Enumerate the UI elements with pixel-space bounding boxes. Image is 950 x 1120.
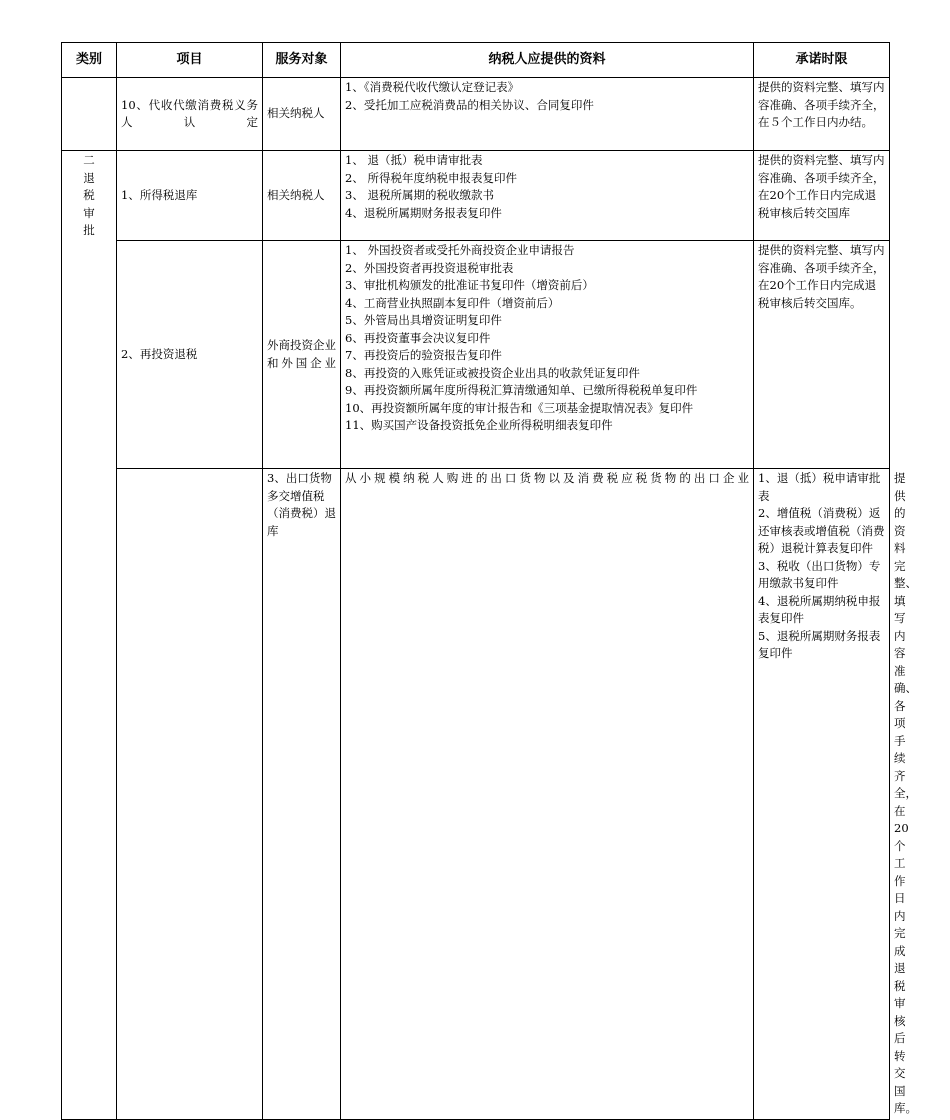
material-item: 3、税收（出口货物）专用缴款书复印件 [758, 558, 881, 590]
material-item: 2、外国投资者再投资退税审批表 [345, 260, 514, 275]
table-row: 3、出口货物多交增值税（消费税）退库 从小规模纳税人购进的出口货物以及消费税应税货物的出口企业 1、退（抵）税申请审批表 2、增值税（消费税）返还审核表或增值税（消费税）退税计算表复印件 3、税收（出口货物）专用缴款书复印件 4、退税所属期纳税申报表复印件 5、退税所属期财务报表复印件 提供的资料完整、填写内容准确、各项手续齐全，在20个工作日内完成退税审核后转交国库。 [62, 469, 890, 1120]
header-item: 项目 [117, 43, 263, 78]
target-cell: 相关纳税人 [263, 78, 341, 151]
material-item: 1、 退（抵）税申请审批表 [345, 153, 483, 167]
target-cell: 外商投资企业和外国企业 [263, 241, 341, 469]
item-cell: 1、所得税退库 [117, 151, 263, 241]
item-cell: 10、代收代缴消费税义务人认定 [117, 78, 263, 151]
deadline-cell: 提供的资料完整、填写内容准确、各项手续齐全，在20个工作日内完成退税审核后转交国库。 [754, 241, 890, 469]
material-item: 4、退税所属期纳税申报表复印件 [758, 593, 881, 625]
item-cell: 2、再投资退税 [117, 241, 263, 469]
header-row [62, 43, 890, 78]
material-item: 5、外管局出具增资证明复印件 [345, 313, 502, 327]
category-cell-empty [62, 78, 117, 151]
material-item: 3、 退税所属期的税收缴款书 [345, 188, 494, 202]
table-row [62, 151, 890, 241]
material-item: 3、审批机构颁发的批准证书复印件（增资前后） [345, 278, 594, 292]
materials-cell [341, 78, 754, 151]
header-category: 类别 [62, 43, 117, 78]
material-item: 1、《消费税代收代缴认定登记表》 [345, 80, 520, 94]
material-item: 7、再投资后的验资报告复印件 [345, 348, 502, 362]
material-item: 2、 所得税年度纳税申报表复印件 [345, 170, 517, 185]
service-table [61, 42, 917, 1120]
header-materials: 纳税人应提供的资料 [341, 43, 754, 78]
materials-cell [341, 151, 754, 241]
material-item: 4、退税所属期财务报表复印件 [345, 205, 502, 220]
target-cell: 相关纳税人 [263, 151, 341, 241]
material-item: 8、再投资的入账凭证或被投资企业出具的收款凭证复印件 [345, 365, 640, 380]
material-item: 10、再投资额所属年度的审计报告和《三项基金提取情况表》复印件 [345, 400, 694, 415]
material-item: 11、购买国产设备投资抵免企业所得税明细表复印件 [345, 418, 613, 432]
header-deadline: 承诺时限 [754, 43, 890, 78]
materials-cell [754, 469, 890, 1120]
material-item: 6、再投资董事会决议复印件 [345, 330, 491, 345]
material-item: 9、再投资额所属年度所得税汇算清缴通知单、已缴所得税税单复印件 [345, 383, 698, 397]
material-item: 2、增值税（消费税）返还审核表或增值税（消费税）退税计算表复印件 [758, 506, 885, 555]
table-row [62, 241, 890, 469]
category-cell-empty [117, 469, 263, 1120]
material-item: 2、受托加工应税消费品的相关协议、合同复印件 [345, 97, 594, 112]
material-item: 4、工商营业执照副本复印件（增资前后） [345, 295, 560, 310]
table-row [62, 78, 890, 151]
header-service-target: 服务对象 [263, 43, 341, 78]
material-item: 1、 外国投资者或受托外商投资企业申请报告 [345, 243, 575, 257]
material-item: 1、退（抵）税申请审批表 [758, 471, 881, 503]
category-cell-refund-approval: 二 退 税 审 批 [62, 151, 117, 1120]
deadline-cell: 提供的资料完整、填写内容准确、各项手续齐全，在５个工作日内办结。 [754, 78, 890, 151]
material-item: 5、退税所属期财务报表复印件 [758, 628, 881, 660]
target-cell: 从小规模纳税人购进的出口货物以及消费税应税货物的出口企业 [341, 469, 754, 1120]
item-cell: 3、出口货物多交增值税（消费税）退库 [263, 469, 341, 1120]
materials-cell [341, 241, 754, 469]
deadline-cell: 提供的资料完整、填写内容准确、各项手续齐全，在20个工作日内完成退税审核后转交国库 [754, 151, 890, 241]
